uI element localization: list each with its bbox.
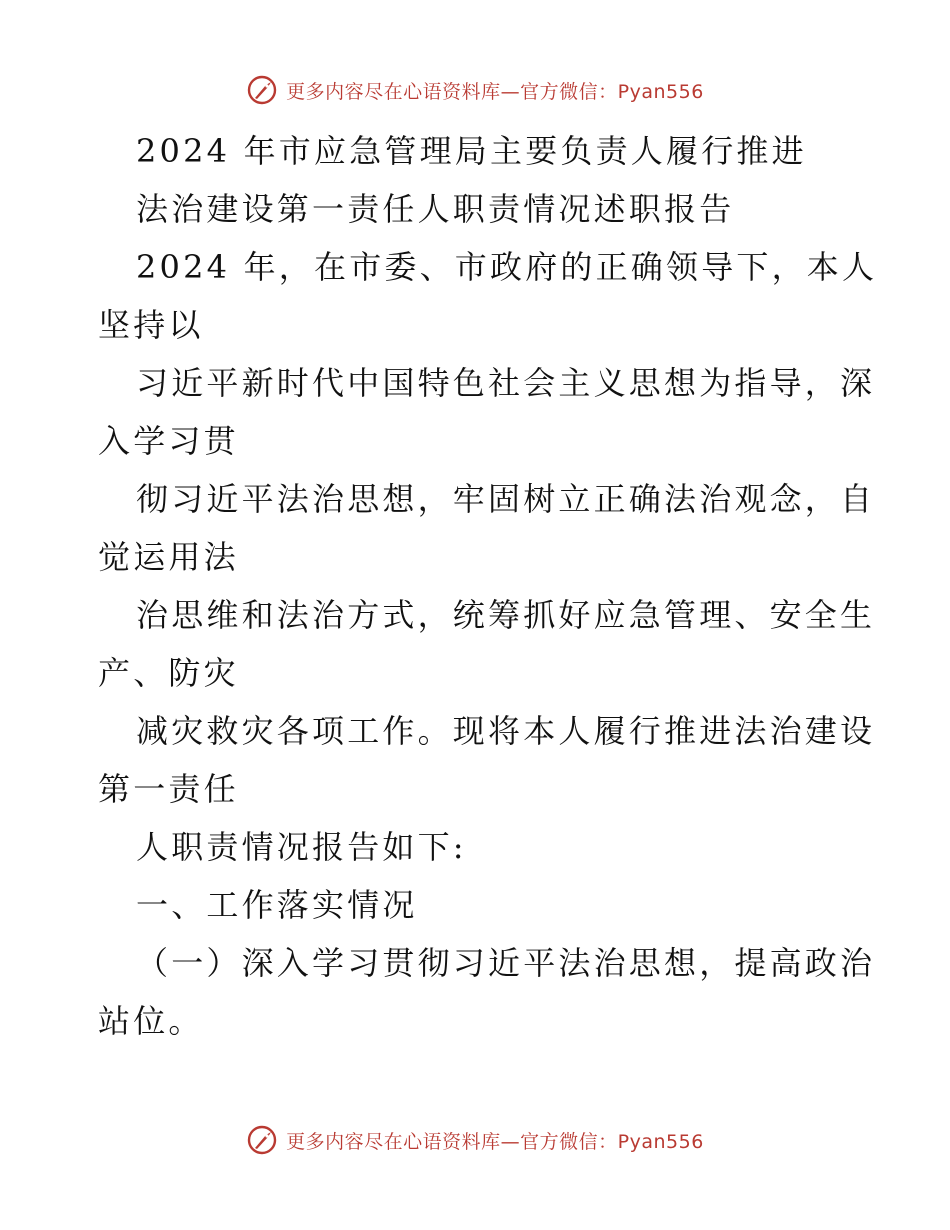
paragraph-line: 彻习近平法治思想，牢固树立正确法治观念，自	[136, 480, 876, 518]
title-line-2: 法治建设第一责任人职责情况述职报告	[136, 190, 735, 228]
document-body	[98, 122, 878, 1050]
pen-nib-circle-icon	[246, 73, 280, 107]
header-watermark-text: 更多内容尽在心语资料库—官方微信：Pyan556	[286, 80, 704, 103]
paragraph-line: 入学习贯	[98, 422, 239, 460]
footer-watermark-text: 更多内容尽在心语资料库—官方微信：Pyan556	[286, 1130, 704, 1153]
subsection-heading-continued: 站位。	[98, 1002, 204, 1040]
paragraph-line: 减灾救灾各项工作。现将本人履行推进法治建设	[136, 712, 876, 750]
paragraph-line: 第一责任	[98, 770, 239, 808]
paragraph-line: 觉运用法	[98, 538, 239, 576]
paragraph-line: 产、防灾	[98, 654, 239, 692]
header-watermark-banner	[0, 70, 950, 110]
subsection-heading: （一）深入学习贯彻习近平法治思想，提高政治	[136, 944, 876, 982]
title-line-1: 2024 年市应急管理局主要负责人履行推进	[136, 132, 807, 170]
paragraph-line: 2024 年，在市委、市政府的正确领导下，本人	[136, 248, 878, 286]
pen-nib-circle-icon	[246, 1123, 280, 1157]
paragraph-line: 人职责情况报告如下:	[136, 828, 467, 866]
section-heading: 一、工作落实情况	[136, 886, 418, 924]
footer-watermark-banner	[0, 1120, 950, 1160]
paragraph-line: 治思维和法治方式，统筹抓好应急管理、安全生	[136, 596, 876, 634]
paragraph-line: 习近平新时代中国特色社会主义思想为指导，深	[136, 364, 876, 402]
paragraph-line: 坚持以	[98, 306, 204, 344]
